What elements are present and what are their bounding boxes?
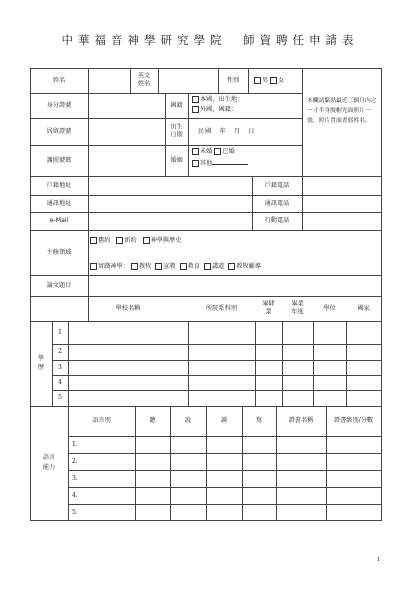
edu-row-number: 1 (58, 328, 62, 336)
education-label: 學歷 (37, 354, 45, 372)
photo-area[interactable] (303, 69, 381, 176)
foreign-label: 外國，國籍： (200, 106, 238, 113)
lang-header-language: 語言別 (92, 416, 111, 424)
name-field[interactable] (89, 69, 130, 93)
preaching-label: 講道 (211, 263, 225, 270)
residence-field[interactable] (89, 119, 165, 145)
lang-row-number: 1. (72, 441, 78, 448)
page-number: 1 (377, 557, 381, 563)
theology-checkbox[interactable] (143, 237, 150, 244)
household-phone-field[interactable] (303, 177, 381, 195)
edu-row-number: 3 (58, 363, 62, 371)
marital-options-row1 (192, 148, 235, 156)
nationality-label: 國籍 (170, 101, 183, 109)
language-table-body[interactable] (85, 437, 381, 520)
name-label: 姓名 (52, 76, 66, 84)
preaching-checkbox[interactable] (204, 263, 211, 270)
nationality-foreign-option (192, 106, 237, 114)
passport-label: 護照號碼 (46, 156, 72, 164)
marital-options-row2 (192, 160, 248, 168)
other-label: 其他 (200, 160, 213, 167)
theology-label: 神學與歷史 (150, 237, 182, 244)
ministry-checkbox[interactable] (131, 263, 138, 270)
form-title: 中華福音神學研究學院 師資聘任申請表 (61, 33, 359, 47)
practical-label: 實踐神學： (98, 263, 129, 270)
field-options-row1 (90, 237, 182, 245)
marital-label: 婚姻 (170, 156, 183, 164)
edu-row-number: 4 (58, 378, 62, 386)
language-label: 語言能力 (42, 454, 56, 471)
gender-label: 性別 (226, 76, 240, 84)
edu-header-school: 學校名稱 (115, 304, 141, 312)
male-label: 男 (262, 77, 269, 84)
counseling-checkbox[interactable] (228, 263, 235, 270)
male-checkbox[interactable] (254, 77, 261, 84)
practical-checkbox[interactable] (90, 263, 97, 270)
application-form-grid (30, 68, 382, 520)
thesis-label: 論文題目 (46, 281, 72, 289)
counseling-label: 教牧輔導 (236, 263, 261, 270)
lang-row-number: 5. (72, 509, 78, 516)
lang-row-number: 3. (72, 475, 78, 482)
mailing-address-label: 通訊地址 (46, 199, 72, 207)
id-field[interactable] (89, 94, 165, 118)
edu-header-degree: 學位 (323, 304, 336, 312)
other-checkbox[interactable] (192, 160, 199, 167)
mobile-phone-label: 行動電話 (264, 216, 290, 224)
field-label: 主修領域 (46, 248, 72, 256)
lang-row-number: 2. (72, 458, 78, 465)
ot-checkbox[interactable] (90, 237, 97, 244)
lang-header-speaking: 說 (184, 416, 192, 424)
married-checkbox[interactable] (214, 148, 221, 155)
household-phone-label: 戶籍電話 (264, 181, 290, 189)
edu-header-year: 畢業年度 (291, 300, 304, 316)
lang-header-level: 證書級別/分數 (333, 416, 374, 424)
mailing-address-field[interactable] (89, 196, 252, 212)
other-blank[interactable] (212, 164, 248, 165)
lang-row-number: 4. (72, 492, 78, 499)
lang-header-reading: 讀 (220, 416, 228, 424)
photo-note: 本欄請黏貼最近三個月內之一寸半身脫帽光面照片一張，照片背面書寫姓名。 (307, 98, 377, 125)
edu-row-number: 5 (58, 393, 62, 401)
edu-header-country: 國家 (357, 304, 370, 312)
lang-header-writing: 寫 (255, 416, 263, 424)
ot-label: 舊約 (98, 237, 111, 244)
foreign-checkbox[interactable] (192, 106, 199, 113)
household-address-label: 戶籍地址 (46, 181, 72, 189)
edu-row-number: 2 (58, 347, 62, 355)
ministry-label: 教牧 (138, 263, 152, 270)
edu-header-status: 畢肄業 (262, 300, 275, 316)
female-checkbox[interactable] (270, 77, 277, 84)
missions-label: 宣教 (163, 263, 176, 270)
education-table-body[interactable] (69, 322, 381, 406)
gender-options (254, 77, 284, 85)
mobile-phone-field[interactable] (303, 213, 381, 230)
education-option-label: 教育 (187, 263, 200, 270)
email-field[interactable] (89, 213, 252, 230)
english-name-label: 英文姓名 (137, 72, 151, 88)
unmarried-label: 未婚 (200, 148, 213, 155)
education-checkbox[interactable] (180, 263, 187, 270)
edu-header-department: 所院系科別 (206, 304, 237, 312)
email-label: e-Mail (49, 216, 69, 224)
field-options-row2 (90, 263, 261, 271)
birth-date-label: 出生日期 (170, 123, 183, 139)
local-label: 本國，出生地： (200, 96, 244, 103)
birth-date-field[interactable]: 民國 年 月 日 (198, 128, 256, 135)
local-checkbox[interactable] (192, 96, 199, 103)
mailing-phone-field[interactable] (303, 196, 381, 212)
residence-label: 居留證號 (46, 127, 72, 135)
english-name-field[interactable] (159, 69, 218, 93)
unmarried-checkbox[interactable] (192, 148, 199, 155)
nationality-local-option (192, 96, 243, 104)
married-label: 已婚 (222, 148, 235, 155)
household-address-field[interactable] (89, 177, 252, 195)
missions-checkbox[interactable] (155, 263, 162, 270)
id-label: 身分證號 (46, 101, 72, 109)
lang-header-certificate: 證書名稱 (288, 416, 314, 424)
nt-checkbox[interactable] (116, 237, 123, 244)
mailing-phone-label: 通訊電話 (264, 199, 290, 207)
lang-header-listening: 聽 (149, 416, 156, 424)
nt-label: 新約 (124, 237, 137, 244)
thesis-field[interactable] (89, 276, 381, 296)
passport-field[interactable] (89, 146, 165, 176)
female-label: 女 (278, 77, 285, 84)
